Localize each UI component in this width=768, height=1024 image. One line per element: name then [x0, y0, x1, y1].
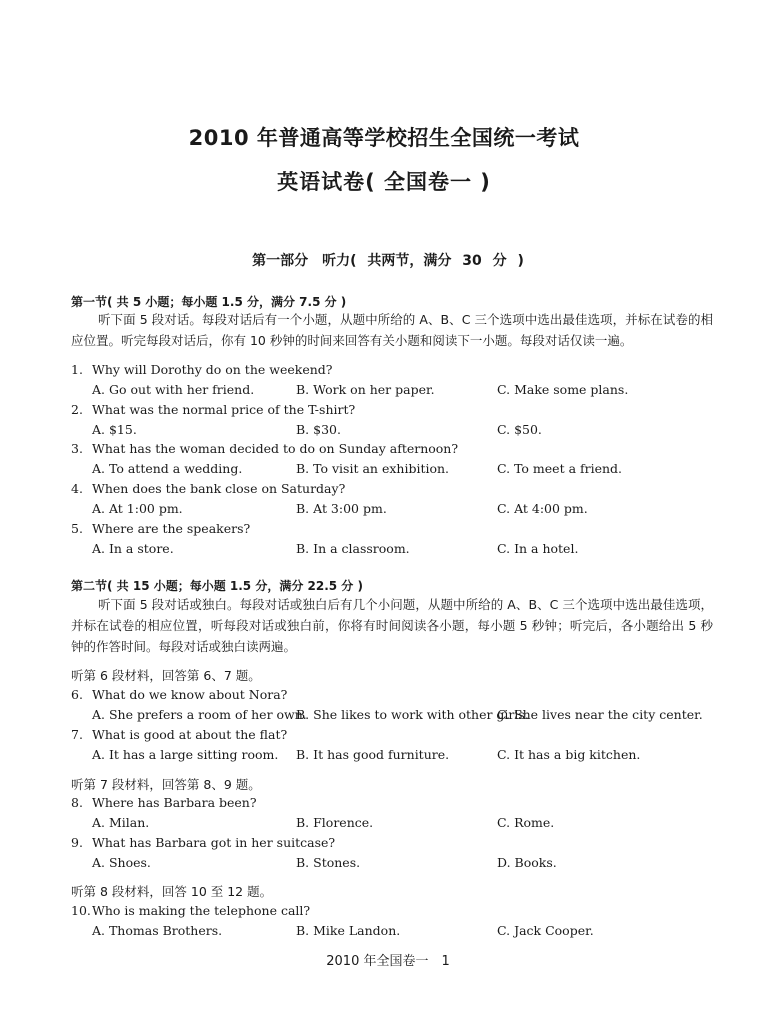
option-a: A. $15.	[92, 422, 137, 437]
option-b: B. In a classroom.	[296, 541, 410, 556]
question-number: 5.	[71, 521, 83, 536]
question-2	[71, 402, 721, 442]
option-c: C. In a hotel.	[497, 541, 579, 556]
option-c: C. At 4:00 pm.	[497, 501, 588, 516]
option-b: B. It has good furniture.	[296, 747, 450, 762]
question-number: 7.	[71, 727, 83, 742]
question-text: What has the woman decided to do on Sunday afternoon?	[92, 441, 459, 456]
question-number: 8.	[71, 795, 83, 810]
question-number: 1.	[71, 362, 83, 377]
question-stem	[71, 835, 335, 850]
question-number: 4.	[71, 481, 83, 496]
question-stem	[71, 362, 332, 377]
question-3	[71, 441, 721, 481]
material-7-heading: 听第 7 段材料，回答第 8、9 题。	[71, 777, 261, 792]
question-stem	[71, 441, 458, 456]
question-text: Who is making the telephone call?	[92, 903, 311, 918]
exam-subtitle: 英语试卷( 全国卷一 )	[277, 170, 491, 194]
section-one-heading: 第一节( 共 5 小题；每小题 1.5 分，满分 7.5 分 )	[71, 295, 347, 309]
question-text: Why will Dorothy do on the weekend?	[92, 362, 333, 377]
question-10	[71, 903, 721, 943]
question-text: What was the normal price of the T-shirt?	[92, 402, 356, 417]
question-stem	[71, 402, 355, 417]
section-two-instruction: 听下面 5 段对话或独白。每段对话或独白后有几个小问题，从题中所给的 A、B、C 三个选项中选出最佳选项，并标在试卷的相应位置，听每段对话或独白前，你将有时间阅读各小题，每小题 5 秒钟；听完后，各小题给出 5 秒钟的作答时间。每段对话或独白读两遍。	[71, 597, 713, 654]
option-c: C. Rome.	[497, 815, 555, 830]
option-b: B. Work on her paper.	[296, 382, 435, 397]
option-c: C. She lives near the city center.	[497, 707, 703, 722]
option-c: C. To meet a friend.	[497, 461, 623, 476]
question-stem	[71, 687, 287, 702]
option-a: A. To attend a wedding.	[92, 461, 243, 476]
option-b: B. Mike Landon.	[296, 923, 401, 938]
question-number: 2.	[71, 402, 83, 417]
exam-title: 2010 年普通高等学校招生全国统一考试	[188, 126, 580, 150]
question-text: What has Barbara got in her suitcase?	[92, 835, 336, 850]
question-4	[71, 481, 721, 521]
question-7	[71, 727, 721, 767]
question-text: What do we know about Nora?	[92, 687, 288, 702]
question-stem	[71, 903, 310, 918]
question-9	[71, 835, 721, 875]
option-a: A. At 1:00 pm.	[92, 501, 183, 516]
option-b: B. Florence.	[296, 815, 374, 830]
option-c: C. Jack Cooper.	[497, 923, 594, 938]
question-text: Where are the speakers?	[92, 521, 251, 536]
part-one-title: 第一部分 听力( 共两节，满分 30 分 )	[252, 253, 524, 269]
option-a: A. Shoes.	[92, 855, 151, 870]
option-c: C. $50.	[497, 422, 542, 437]
option-a: A. She prefers a room of her own.	[92, 707, 307, 722]
option-c: C. It has a big kitchen.	[497, 747, 641, 762]
option-c: D. Books.	[497, 855, 557, 870]
option-a: A. Milan.	[92, 815, 150, 830]
question-1	[71, 362, 721, 402]
option-b: B. At 3:00 pm.	[296, 501, 387, 516]
option-b: B. Stones.	[296, 855, 361, 870]
question-number: 9.	[71, 835, 83, 850]
option-a: A. Thomas Brothers.	[92, 923, 223, 938]
page-footer: 2010 年全国卷一 1	[326, 954, 450, 969]
option-c: C. Make some plans.	[497, 382, 629, 397]
material-6-heading: 听第 6 段材料，回答第 6、7 题。	[71, 668, 261, 683]
question-stem	[71, 481, 345, 496]
question-number: 6.	[71, 687, 83, 702]
option-a: A. Go out with her friend.	[92, 382, 255, 397]
question-stem	[71, 521, 250, 536]
question-6	[71, 687, 721, 727]
question-5	[71, 521, 721, 561]
question-stem	[71, 727, 287, 742]
option-b: B. She likes to work with other girls.	[296, 707, 529, 722]
question-stem	[71, 795, 257, 810]
material-8-heading: 听第 8 段材料，回答 10 至 12 题。	[71, 884, 273, 899]
question-8	[71, 795, 721, 835]
section-one-instruction: 听下面 5 段对话。每段对话后有一个小题，从题中所给的 A、B、C 三个选项中选出最佳选项，并标在试卷的相应位置。听完每段对话后，你有 10 秒钟的时间来回答有关小题和阅读下一小题。每段对话仅读一遍。	[71, 312, 713, 348]
question-number: 10.	[71, 903, 91, 918]
question-text: Where has Barbara been?	[92, 795, 257, 810]
option-b: B. $30.	[296, 422, 341, 437]
option-b: B. To visit an exhibition.	[296, 461, 450, 476]
question-text: What is good at about the flat?	[92, 727, 288, 742]
question-number: 3.	[71, 441, 83, 456]
option-a: A. In a store.	[92, 541, 174, 556]
option-a: A. It has a large sitting room.	[92, 747, 279, 762]
section-two-heading: 第二节( 共 15 小题；每小题 1.5 分，满分 22.5 分 )	[71, 579, 363, 593]
question-text: When does the bank close on Saturday?	[92, 481, 346, 496]
